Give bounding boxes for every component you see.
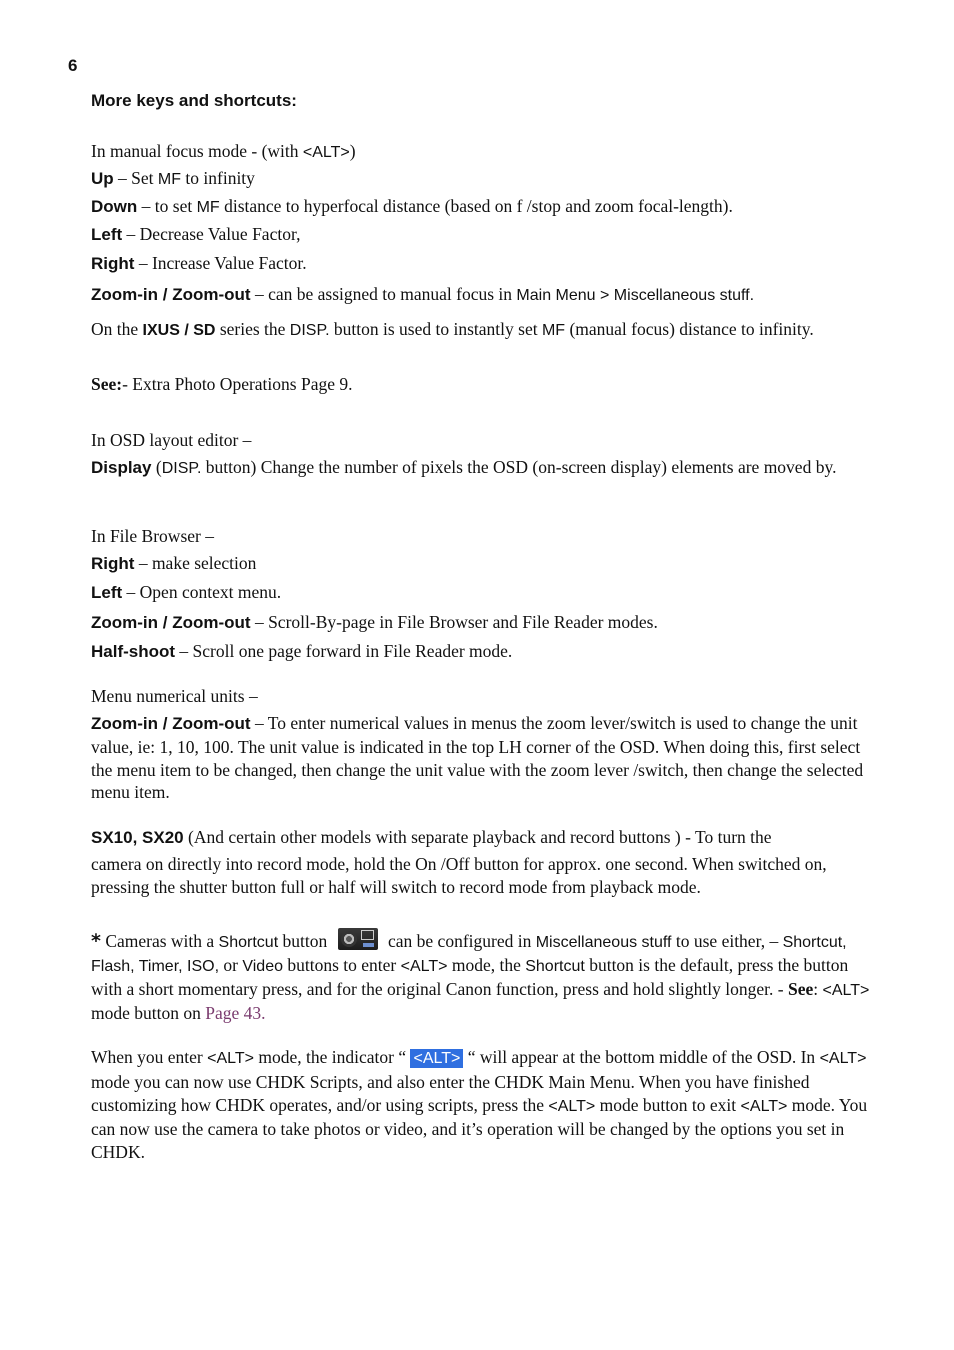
page-43-link[interactable]: Page 43. (205, 1003, 266, 1023)
shortcut-left: Left – Decrease Value Factor, (91, 224, 301, 244)
key-down: Down (91, 197, 138, 216)
fb-left: Left – Open context menu. (91, 582, 282, 602)
key-display: Display (91, 458, 152, 477)
fb-half-shoot: Half-shoot – Scroll one page forward in File Reader mode. (91, 641, 513, 661)
key-zoom: Zoom-in / Zoom-out (91, 285, 251, 304)
alt-indicator-badge: <ALT> (410, 1049, 463, 1068)
shortcut-paragraph: * Cameras with a Shortcut button can be configured in Miscellaneous stuff to use either, – Shortcut, Flash, Timer, ISO, or Video buttons to enter <ALT> mode, the Shortcut button is the default, press the button with a short momentary press, and for the original Canon function, press and hold slightly longer. - See: <ALT> mode button on Page 43. (91, 930, 870, 1023)
key-right: Right (91, 254, 135, 273)
alt-mode-paragraph: When you enter <ALT> mode, the indicator “ <ALT> “ will appear at the bottom middle of the OSD. In <ALT> mode you can now use CHDK Scripts, and also enter the CHDK Main Menu. When you have finished customizing how CHDK operates, and/or using scripts, press the <ALT> mode button to exit <ALT> mode. You can now use the camera to take photos or video, and it’s operation will be changed by the options you set in CHDK. (91, 1047, 868, 1163)
key-up: Up (91, 169, 114, 188)
fb-zoom: Zoom-in / Zoom-out – Scroll-By-page in File Browser and File Reader modes. (91, 612, 658, 632)
menu-units-paragraph: Zoom-in / Zoom-out – To enter numerical values in menus the zoom lever/switch is used to change the unit value, ie: 1, 10, 100. The unit value is indicated in the top LH corner of the OSD. When doing this, first select the menu item to be changed, then change the unit value with the zoom lever /switch, then change the selected menu item. (91, 713, 864, 803)
shortcut-button-icon (338, 928, 378, 950)
section-heading: More keys and shortcuts: (91, 91, 297, 110)
page-number: 6 (68, 56, 78, 75)
sx-paragraph: camera on directly into record mode, hold the On /Off button for approx. one second. When switched on, pressing the shutter button full or half will switch to record mode from playback mode. (91, 854, 827, 897)
shortcut-up: Up – Set MF to infinity (91, 168, 255, 188)
osd-display-shortcut: Display (DISP. button) Change the number of pixels the OSD (on-screen display) elements are moved by. (91, 457, 837, 477)
osd-intro: In OSD layout editor – (91, 430, 252, 450)
file-browser-intro: In File Browser – (91, 526, 214, 546)
shortcut-zoom: Zoom-in / Zoom-out – can be assigned to manual focus in Main Menu > Miscellaneous stuff. (91, 284, 755, 304)
sx-line: SX10, SX20 (And certain other models with separate playback and record buttons ) - To turn the (91, 827, 772, 847)
shortcut-right: Right – Increase Value Factor. (91, 253, 307, 273)
manual-focus-intro: In manual focus mode - (with <ALT>) (91, 141, 356, 161)
menu-units-intro: Menu numerical units – (91, 686, 258, 706)
ixus-paragraph: On the IXUS / SD series the DISP. button is used to instantly set MF (manual focus) distance to infinity. (91, 319, 814, 339)
key-left: Left (91, 225, 123, 244)
see-reference: See:- Extra Photo Operations Page 9. (91, 374, 353, 394)
shortcut-down: Down – to set MF distance to hyperfocal distance (based on f /stop and zoom focal-length). (91, 196, 733, 216)
fb-right: Right – make selection (91, 553, 257, 573)
